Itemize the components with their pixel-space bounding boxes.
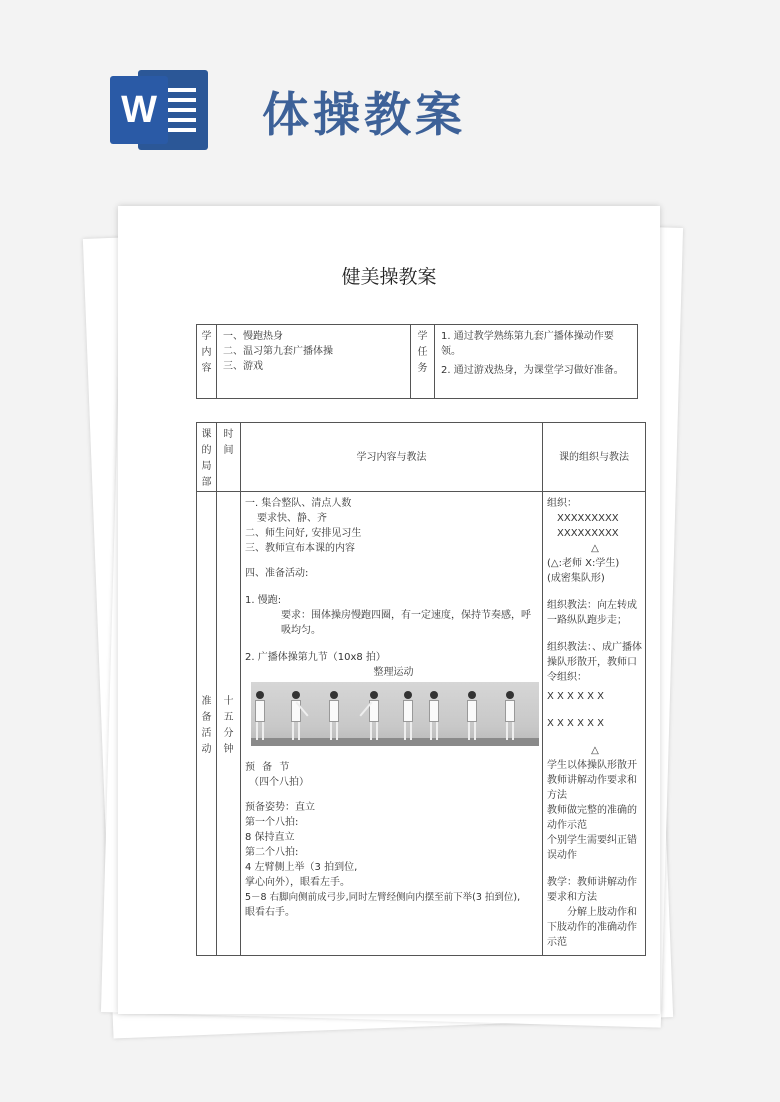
- document-heading: 体操教案: [262, 88, 466, 143]
- exercise-photo: [251, 682, 539, 746]
- page-title: 健美操教案: [341, 266, 437, 288]
- header-time: 时 间: [217, 423, 241, 492]
- content-cell: 一. 集合整队、清点人数 要求快、静、齐 二、师生问好, 安排见习生 三、教师宣布本课的内容 四、准备活动: 1. 慢跑: 要求：围体操房慢跑四圈，有一定速度，保持节奏感，呼吸均匀。 2. 广播体操第九节（10x8 拍） 整理运动 预 备 节 （四个八拍） 预备姿势：直立 第一个八拍: 8 保持直立 第二个八拍: 4 左臂侧上举（3 拍到位, 掌心向外），眼看左手。 5－8 右脚向侧前成弓步,同时左臂经侧向内摆至前下举(3 拍到位), 眼看右手。: [241, 492, 543, 956]
- lesson-table: [196, 422, 646, 956]
- label-learn-content: 学 内 容: [197, 325, 217, 399]
- objectives-table: [196, 324, 638, 399]
- logo-letter: W: [110, 76, 168, 144]
- header-organization: 课的组织与教法: [543, 423, 646, 492]
- photo-caption: 整理运动: [373, 667, 414, 678]
- task-list: 1. 通过教学熟练第九套广播体操动作要领。 2. 通过游戏热身，为课堂学习做好准备。: [435, 325, 638, 399]
- section-label: 准 备 活 动: [197, 492, 217, 956]
- learn-content-list: 一、慢跑热身 二、温习第九套广播体操 三、游戏: [217, 325, 411, 399]
- time-label: 十 五 分 钟: [217, 492, 241, 956]
- label-task: 学 任 务: [411, 325, 435, 399]
- document-page: [118, 206, 660, 1014]
- header-content: 学习内容与教法: [241, 423, 543, 492]
- word-logo-icon: [110, 70, 208, 150]
- organization-cell: 组织： XXXXXXXXX XXXXXXXXX △ (△:老师 X:学生) (成密集队形) 组织教法：向左转成一路纵队跑步走； 组织教法：、成广播体操队形散开，教师口令组织： X X X X X X X X X X X X △ 学生以体操队形散开 教师讲解动作要求和方法 教师做完整的准确的动作示范 个别学生需要纠正错误动作 教学：教师讲解动作要求和方法 分解上肢动作和下肢动作的准确动作示范: [543, 492, 646, 956]
- header-lesson-part: 课 的 局 部: [197, 423, 217, 492]
